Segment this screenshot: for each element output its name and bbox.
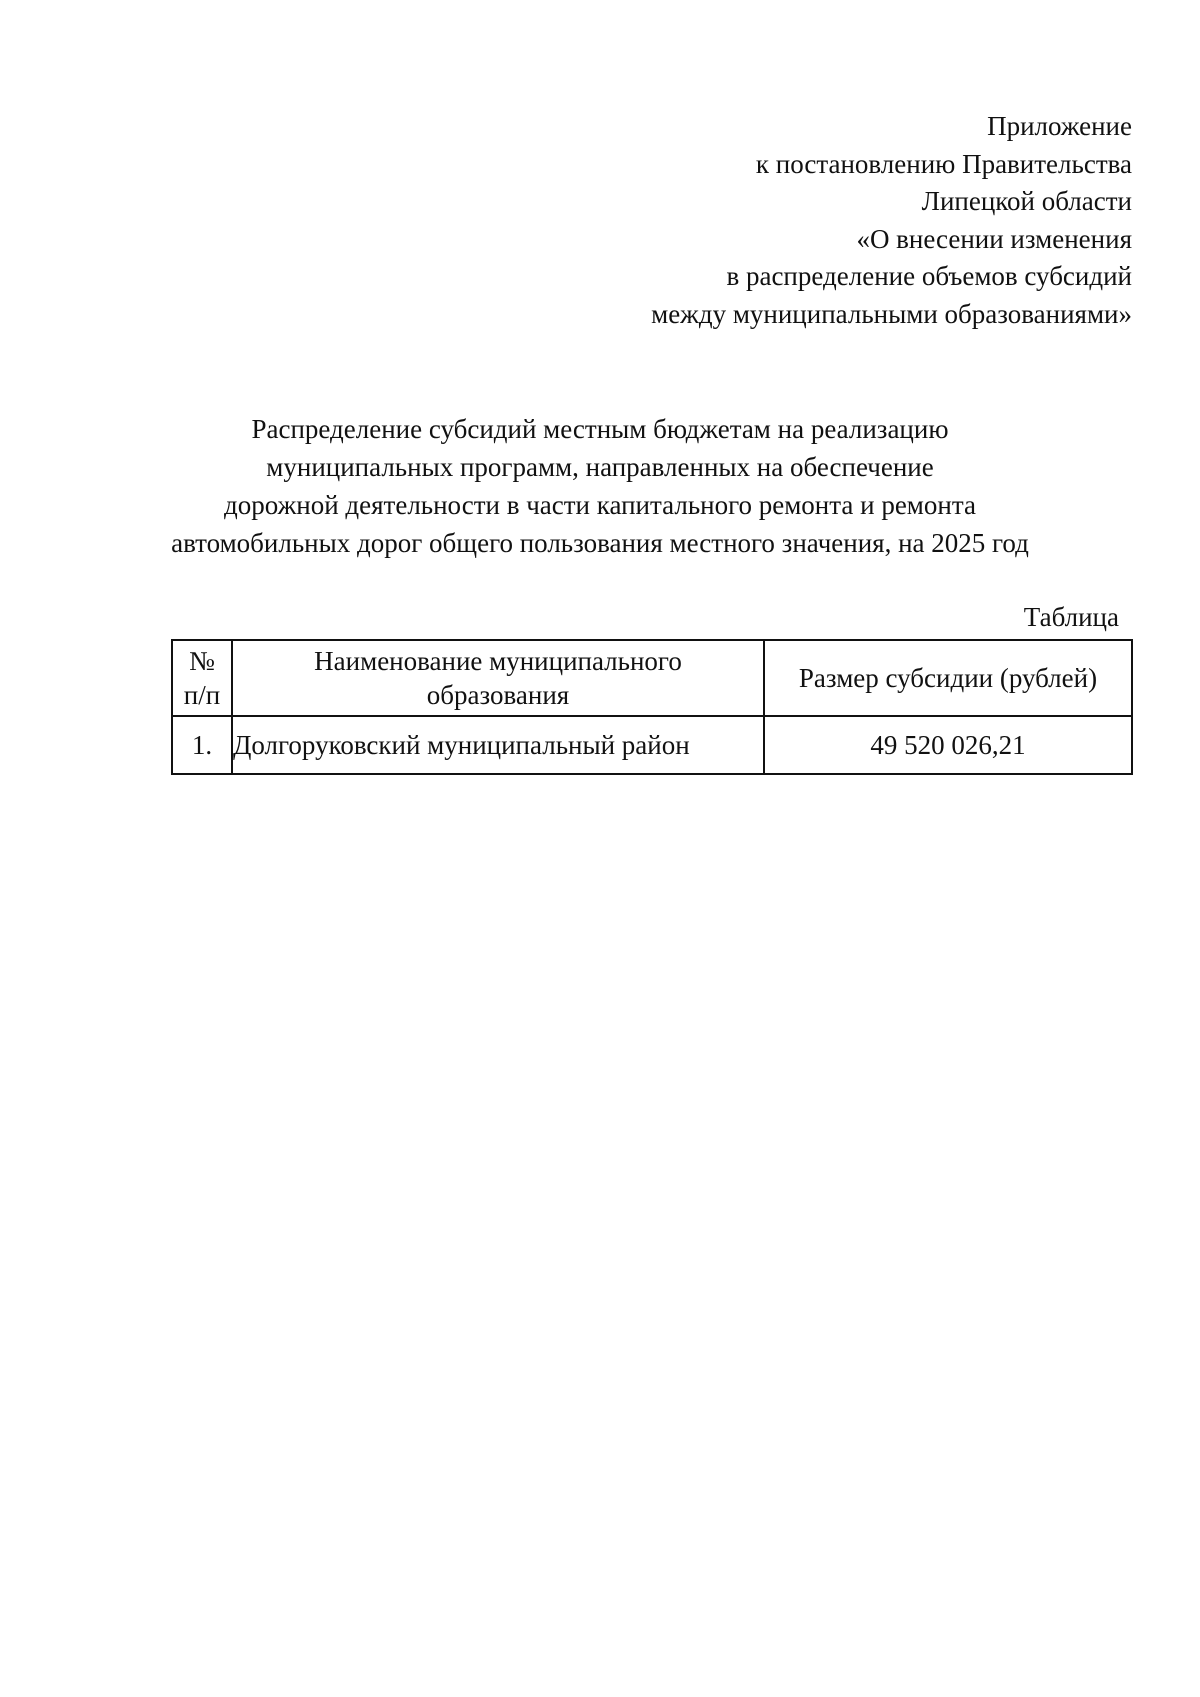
appendix-line: в распределение объемов субсидий	[726, 261, 1132, 291]
header-subsidy-amount: Размер субсидии (рублей)	[764, 640, 1132, 716]
appendix-block	[651, 108, 1132, 333]
row-subsidy-amount: 49 520 026,21	[764, 716, 1132, 774]
document-title	[0, 410, 1200, 562]
title-line: автомобильных дорог общего пользования местного значения, на 2025 год	[171, 528, 1029, 558]
header-number-line: п/п	[183, 680, 221, 710]
appendix-line: «О внесении изменения	[856, 223, 1132, 254]
table-row	[172, 716, 1132, 774]
header-name-line: Наименование муниципального	[314, 646, 682, 676]
appendix-line: Липецкой области	[921, 186, 1132, 216]
appendix-line: между муниципальными образованиями»	[651, 298, 1132, 329]
subsidy-table	[171, 639, 1133, 775]
title-line: муниципальных программ, направленных на обеспечение	[266, 452, 934, 482]
appendix-line: к постановлению Правительства	[755, 148, 1132, 179]
row-municipality-name: Долгоруковский муниципальный район	[232, 716, 764, 774]
title-line: Распределение субсидий местным бюджетам на реализацию	[251, 414, 949, 444]
table-header-row	[172, 640, 1132, 716]
appendix-line: Приложение	[987, 111, 1132, 141]
header-number	[172, 640, 232, 716]
header-number-line: №	[189, 646, 215, 676]
header-name-line: образования	[426, 680, 570, 710]
row-number: 1.	[172, 716, 232, 774]
title-line: дорожной деятельности в части капитального ремонта и ремонта	[224, 490, 976, 520]
table-caption: Таблица	[1023, 602, 1119, 632]
header-municipality-name	[232, 640, 764, 716]
